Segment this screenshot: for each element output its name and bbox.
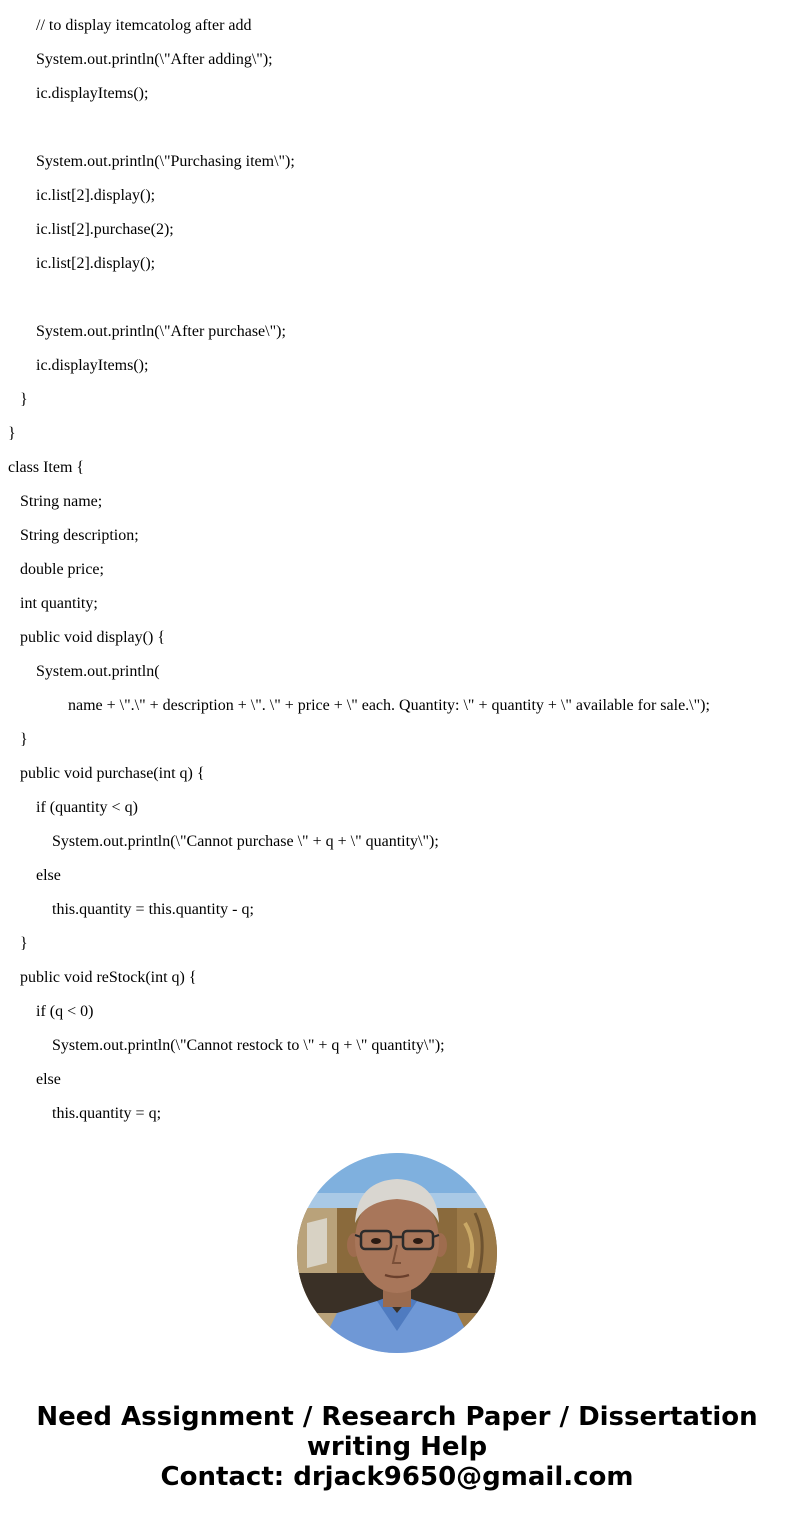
code-line: class Item { — [8, 459, 85, 476]
code-line: ic.list[2].purchase(2); — [36, 221, 174, 238]
code-line: // to display itemcatolog after add — [36, 17, 252, 34]
code-listing — [0, 9, 794, 1131]
code-line: public void display() { — [20, 629, 165, 646]
code-line: this.quantity = this.quantity - q; — [52, 901, 254, 918]
author-avatar — [297, 1153, 497, 1353]
code-line: public void purchase(int q) { — [20, 765, 205, 782]
code-line: ic.displayItems(); — [36, 357, 149, 374]
code-line: if (quantity < q) — [36, 799, 138, 816]
code-line: if (q < 0) — [36, 1003, 94, 1020]
code-line: ic.displayItems(); — [36, 85, 149, 102]
portrait-image — [297, 1153, 497, 1353]
code-line: public void reStock(int q) { — [20, 969, 197, 986]
code-line: else — [36, 1071, 61, 1088]
code-line: int quantity; — [20, 595, 98, 612]
code-line: String name; — [20, 493, 103, 510]
code-line: String description; — [20, 527, 139, 544]
code-line: } — [20, 935, 28, 952]
code-line: System.out.println( — [36, 663, 160, 680]
code-line — [0, 111, 794, 145]
promo-contact: Contact: drjack9650@gmail.com — [160, 1462, 634, 1492]
code-line: System.out.println(\"After adding\"); — [36, 51, 273, 68]
code-line: } — [8, 425, 16, 442]
code-line: name + \".\" + description + \". \" + price + \" each. Quantity: \" + quantity + \" available for sale.\"); — [68, 697, 710, 714]
code-line: double price; — [20, 561, 104, 578]
code-line: ic.list[2].display(); — [36, 255, 156, 272]
code-line — [0, 281, 794, 315]
code-line: System.out.println(\"After purchase\"); — [36, 323, 286, 340]
code-line: } — [20, 731, 28, 748]
code-line: System.out.println(\"Cannot restock to \" + q + \" quantity\"); — [52, 1037, 445, 1054]
promo-subheadline: writing Help — [306, 1432, 488, 1462]
code-line: this.quantity = q; — [52, 1105, 162, 1122]
code-line: } — [20, 391, 28, 408]
code-line: ic.list[2].display(); — [36, 187, 156, 204]
code-line: System.out.println(\"Cannot purchase \" + q + \" quantity\"); — [52, 833, 439, 850]
code-line: else — [36, 867, 61, 884]
promo-banner — [0, 1402, 794, 1492]
promo-headline: Need Assignment / Research Paper / Dissertation — [36, 1402, 758, 1432]
code-line: System.out.println(\"Purchasing item\"); — [36, 153, 295, 170]
